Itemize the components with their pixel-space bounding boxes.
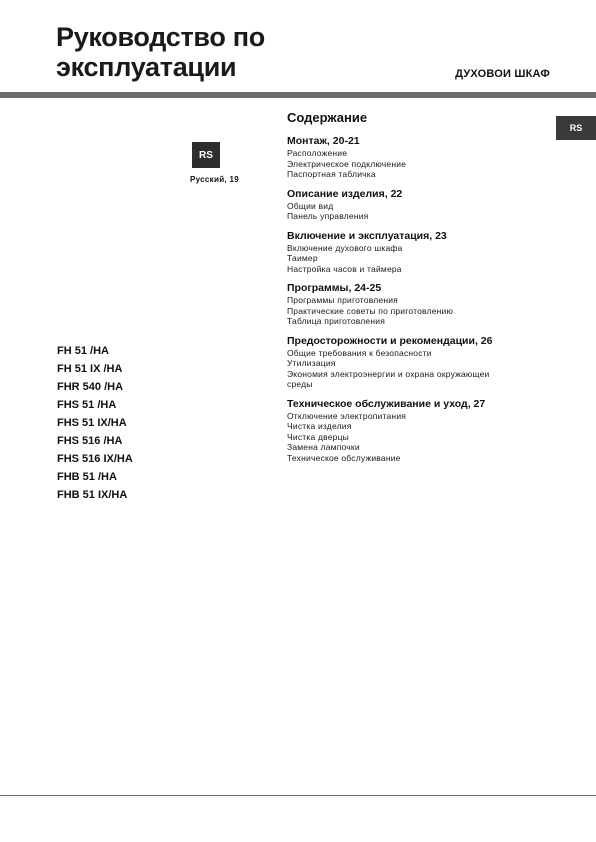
toc-section-installation (287, 134, 547, 180)
toc-section-operation (287, 229, 547, 275)
toc-item: Чистка дверцы (287, 431, 349, 442)
document-title (56, 22, 265, 82)
toc-item: Техническое обслуживание (287, 452, 401, 463)
contents-title: Содержание (287, 110, 368, 125)
model-item: FH 51 IX /HA (57, 363, 123, 375)
toc-item: Настройка часов и таймера (287, 263, 402, 274)
toc-section-description (287, 187, 547, 222)
document-title-line-1: Руководство по (56, 22, 265, 52)
model-list (57, 342, 133, 504)
header-divider (0, 92, 596, 98)
toc-item: Общии вид (287, 200, 334, 211)
table-of-contents (287, 110, 547, 470)
toc-heading: Описание изделия, 22 (287, 187, 403, 200)
toc-item: среды (287, 379, 313, 389)
toc-item: Таимер (287, 253, 318, 263)
document-title-line-2: эксплуатации (56, 52, 237, 82)
model-item: FHS 51 /HA (57, 399, 117, 411)
toc-item: Программы приготовления (287, 295, 398, 305)
toc-heading: Предосторожности и рекомендации, 26 (287, 334, 493, 347)
toc-heading: Техническое обслуживание и уход, 27 (287, 397, 486, 410)
model-item: FHR 540 /HA (57, 381, 124, 393)
toc-item: Общие требования к безопасности (287, 347, 432, 358)
toc-item: Паспортная табличка (287, 169, 376, 179)
toc-section-precautions (287, 334, 547, 390)
model-item: FHB 51 /HA (57, 471, 117, 483)
footer-divider (0, 795, 596, 796)
toc-item: Включение духового шкафа (287, 242, 403, 253)
language-badge: RS (192, 142, 220, 168)
model-item: FHB 51 IX/HA (57, 489, 128, 501)
toc-item: Отключение электропитания (287, 410, 407, 421)
language-page-reference: Русский, 19 (190, 175, 239, 184)
toc-item: Утилизация (287, 358, 336, 368)
toc-item: Таблица приготовления (287, 316, 385, 326)
toc-item: Замена лампочки (287, 442, 360, 452)
toc-section-programs (287, 281, 547, 327)
model-item: FHS 516 IX/HA (57, 453, 133, 465)
toc-item: Электрическое подключение (287, 158, 407, 169)
toc-item: Экономия электроэнергии и охрана окружающеи (287, 368, 490, 379)
model-item: FH 51 /HA (57, 345, 109, 357)
toc-item: Расположение (287, 148, 348, 158)
product-type: ДУХОВОИ ШКАФ (455, 68, 550, 80)
toc-item: Панель управления (287, 211, 369, 221)
toc-heading: Монтаж, 20-21 (287, 135, 360, 147)
toc-item: Чистка изделия (287, 421, 352, 431)
model-item: FHS 51 IX/HA (57, 417, 127, 429)
model-item: FHS 516 /HA (57, 435, 123, 447)
toc-section-maintenance (287, 397, 547, 464)
toc-heading: Включение и эксплуатация, 23 (287, 229, 447, 242)
language-tab: RS (556, 116, 596, 140)
toc-heading: Программы, 24-25 (287, 282, 382, 294)
toc-item: Практические советы по приготовлению (287, 305, 454, 316)
